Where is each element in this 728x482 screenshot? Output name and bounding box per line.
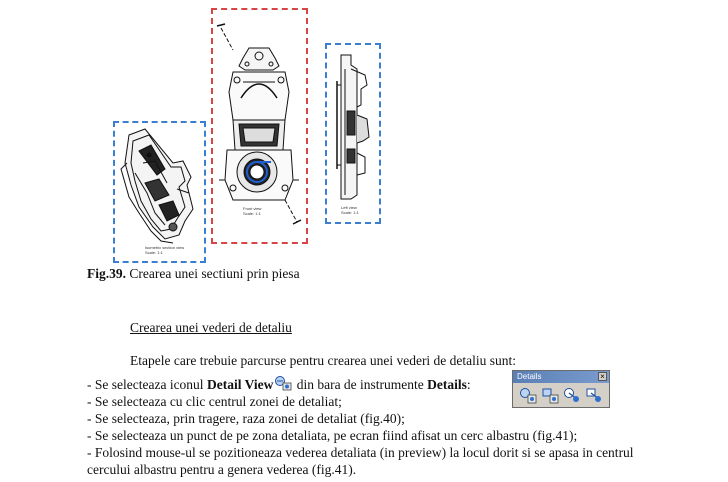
detail-view-profile-icon bbox=[541, 386, 559, 404]
quick-detail-view-button[interactable] bbox=[563, 386, 581, 404]
details-toolbar-titlebar[interactable] bbox=[513, 371, 609, 383]
detail-view-profile-button[interactable] bbox=[541, 386, 559, 404]
details-toolbar-title: Details bbox=[517, 372, 542, 381]
section-intro: Etapele care trebuie parcurse pentru crearea unei vederi de detaliu sunt: bbox=[130, 353, 517, 368]
side-part-drawing bbox=[327, 45, 379, 222]
center-view-caption-2: Scale: 1:1 bbox=[243, 211, 261, 216]
quick-detail-view-profile-button[interactable] bbox=[585, 386, 603, 404]
detail-view-icon bbox=[519, 386, 537, 404]
right-view-frame bbox=[325, 43, 381, 224]
detail-view-label: Detail View bbox=[206, 377, 274, 392]
figure-caption-label: Fig.39. bbox=[87, 266, 126, 281]
quick-detail-view-profile-icon bbox=[585, 386, 603, 404]
step-4: - Se selecteaza un punct de pe zona detaliata, pe ecran fiind afisat un cerc albastru (fig.41); bbox=[87, 428, 578, 443]
step-2: - Se selecteaza cu clic centrul zonei de detaliat; bbox=[87, 394, 342, 409]
isometric-part-drawing bbox=[115, 123, 204, 261]
step-3: - Se selecteaza, prin tragere, raza zonei de detaliat (fig.40); bbox=[87, 411, 405, 426]
left-view-caption-1: Isometric section view bbox=[145, 245, 185, 250]
right-view-caption-1: Left view bbox=[341, 205, 357, 210]
close-icon[interactable]: × bbox=[598, 372, 607, 381]
step-5a: - Folosind mouse-ul se pozitioneaza vederea detaliata (in preview) la locul dorit si se apasa in centrul bbox=[87, 445, 634, 460]
center-view-caption-1: Front view bbox=[243, 206, 262, 211]
quick-detail-view-icon bbox=[563, 386, 581, 404]
detail-view-button[interactable] bbox=[519, 386, 537, 404]
detail-view-inline-icon bbox=[274, 375, 292, 391]
details-toolbar bbox=[512, 370, 610, 408]
figure-caption bbox=[87, 266, 300, 282]
center-view-frame bbox=[211, 8, 308, 244]
step-1: - Se selecteaza iconul Detail View din bara de instrumente Details: bbox=[87, 377, 471, 392]
right-view-caption-2: Scale: 1:1 bbox=[341, 210, 359, 215]
left-view-frame bbox=[113, 121, 206, 263]
section-heading: Crearea unei vederi de detaliu bbox=[130, 320, 292, 335]
figure-caption-text: Crearea unei sectiuni prin piesa bbox=[126, 266, 300, 281]
step-5b: cercului albastru pentru a genera vederea (fig.41). bbox=[87, 462, 357, 477]
details-label: Details bbox=[427, 377, 467, 392]
left-view-caption-2: Scale: 1:1 bbox=[145, 250, 163, 255]
